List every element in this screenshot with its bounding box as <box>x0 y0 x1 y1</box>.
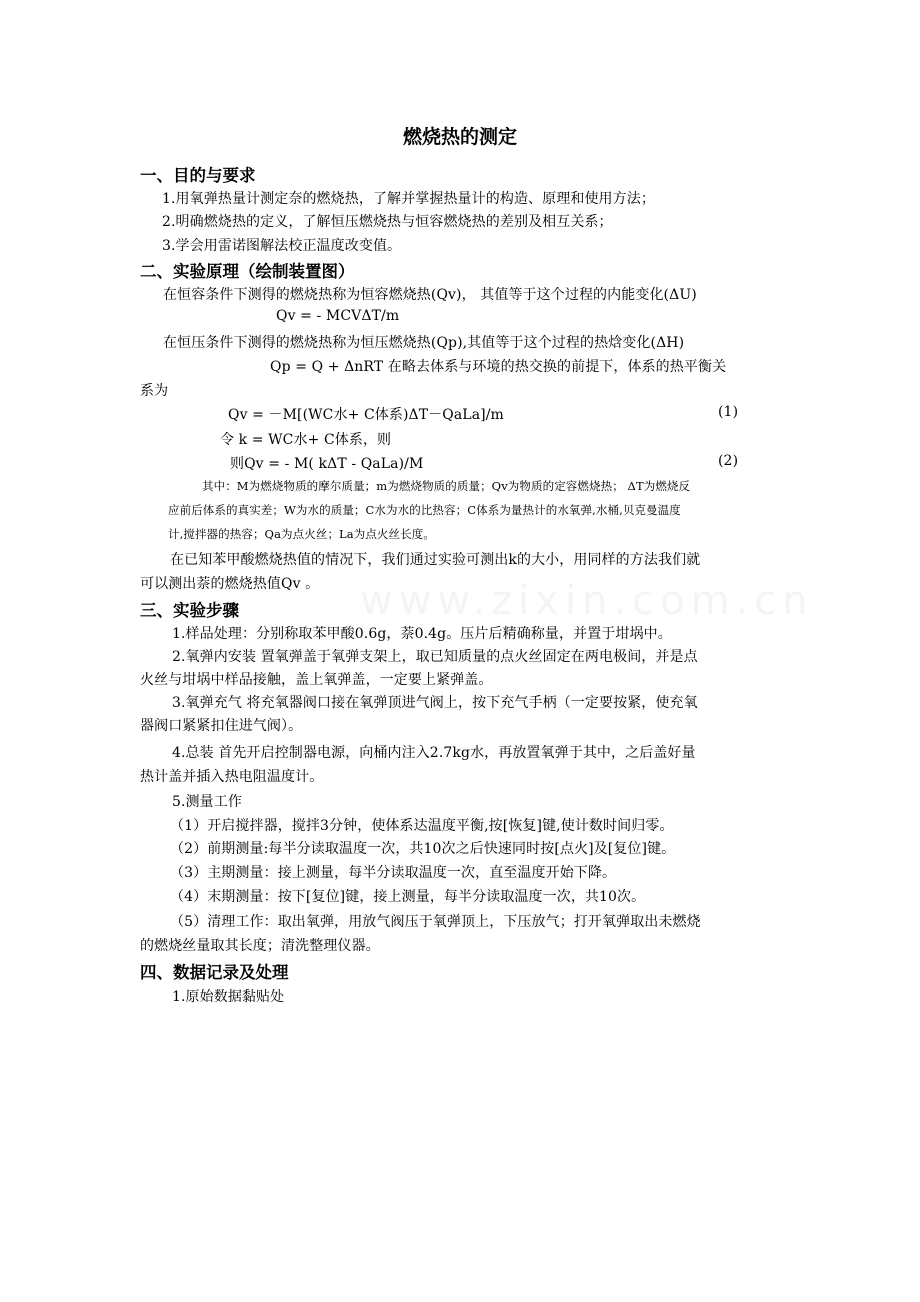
measure-step-3: （3）主期测量：接上测量，每半分读取温度一次，直至温度开始下降。 <box>170 865 617 881</box>
principle-paragraph-2: 在恒压条件下测得的燃烧热称为恒压燃烧热(Qp),其值等于这个过程的热焓变化(ΔH) <box>163 335 685 351</box>
step-4: 4.总装 首先开启控制器电源，向桶内注入2.7kg水，再放置氧弹于其中，之后盖好量 <box>172 745 696 761</box>
step-1: 1.样品处理：分别称取苯甲酸0.6g，萘0.4g。压片后精确称量，并置于坩埚中。 <box>172 626 672 642</box>
equation-2-number: (2) <box>718 453 739 469</box>
purpose-item-1: 1.用氧弹热量计测定奈的燃烧热，了解并掌握热量计的构造、原理和使用方法； <box>162 191 655 207</box>
measure-step-2: （2）前期测量:每半分读取温度一次，共10次之后快速同时按[点火]及[复位]键。 <box>170 841 676 857</box>
measure-step-1: （1）开启搅拌器，搅拌3分钟，使体系达温度平衡,按[恢复]键,使计数时间归零。 <box>170 818 674 834</box>
equation-1-number: (1) <box>718 404 739 420</box>
symbol-note-1: 其中：M为燃烧物质的摩尔质量；m为燃烧物质的质量；Qv为物质的定容燃烧热； ΔT为燃烧反 <box>202 479 691 493</box>
equation-qp-continued: 系为 <box>140 383 169 399</box>
step-3: 3.氧弹充气 将充氧器阀口接在氧弹顶进气阀上，按下充气手柄（一定要按紧，使充氧 <box>172 695 698 711</box>
principle-paragraph-1: 在恒容条件下测得的燃烧热称为恒容燃烧热(Qv)， 其值等于这个过程的内能变化(ΔU) <box>163 287 697 303</box>
step-2-continued: 火丝与坩埚中样品接触，盖上氧弹盖，一定要上紧弹盖。 <box>140 672 493 688</box>
principle-paragraph-3: 在已知苯甲酸燃烧热值的情况下，我们通过实验可测出k的大小，用同样的方法我们就 <box>170 552 701 568</box>
measure-step-5: （5）清理工作：取出氧弹，用放气阀压于氧弹顶上，下压放气；打开氧弹取出未燃烧 <box>170 914 701 930</box>
step-2: 2.氧弹内安装 置氧弹盖于氧弹支架上，取已知质量的点火丝固定在两电极间，并是点 <box>172 649 698 665</box>
step-5: 5.测量工作 <box>172 794 242 810</box>
step-3-continued: 器阀口紧紧扣住进气阀）。 <box>140 718 303 734</box>
watermark <box>360 578 814 624</box>
equation-1: Qv = －M[(WC水+ C体系)ΔT－QaLa]/m <box>228 407 504 423</box>
equation-2: 则Qv = - M( kΔT - QaLa)/M <box>230 456 424 472</box>
purpose-item-2: 2.明确燃烧热的定义，了解恒压燃烧热与恒容燃烧热的差别及相互关系； <box>162 214 613 230</box>
section-heading-steps: 三、实验步骤 <box>140 601 239 620</box>
section-heading-principle: 二、实验原理（绘制装置图） <box>140 262 355 281</box>
equation-qv: Qv = - MCVΔT/m <box>276 308 400 324</box>
section-heading-purpose: 一、目的与要求 <box>140 166 256 185</box>
document-title: 燃烧热的测定 <box>402 126 517 148</box>
data-item-1: 1.原始数据黏贴处 <box>172 989 285 1005</box>
measure-step-5-continued: 的燃烧丝量取其长度；清洗整理仪器。 <box>140 938 380 954</box>
purpose-item-3: 3.学会用雷诺图解法校正温度改变值。 <box>162 238 402 254</box>
symbol-note-2: 应前后体系的真实差；W为水的质量；C水为水的比热容；C体系为量热计的水氧弹,水桶,贝克曼温度 <box>168 503 681 517</box>
step-4-continued: 热计盖并插入热电阻温度计。 <box>140 769 324 785</box>
symbol-note-3: 计,搅拌器的热容；Qa为点火丝；La为点火丝长度。 <box>168 527 435 541</box>
measure-step-4: （4）末期测量：按下[复位]键，接上测量，每半分读取温度一次，共10次。 <box>170 889 646 905</box>
define-k-line: 令 k = WC水+ C体系，则 <box>220 432 392 448</box>
equation-qp: Qp = Q + ΔnRT 在略去体系与环境的热交换的前提下，体系的热平衡关 <box>270 359 727 375</box>
section-heading-data: 四、数据记录及处理 <box>140 963 289 982</box>
principle-paragraph-3-continued: 可以测出萘的燃烧热值Qv 。 <box>140 576 320 592</box>
